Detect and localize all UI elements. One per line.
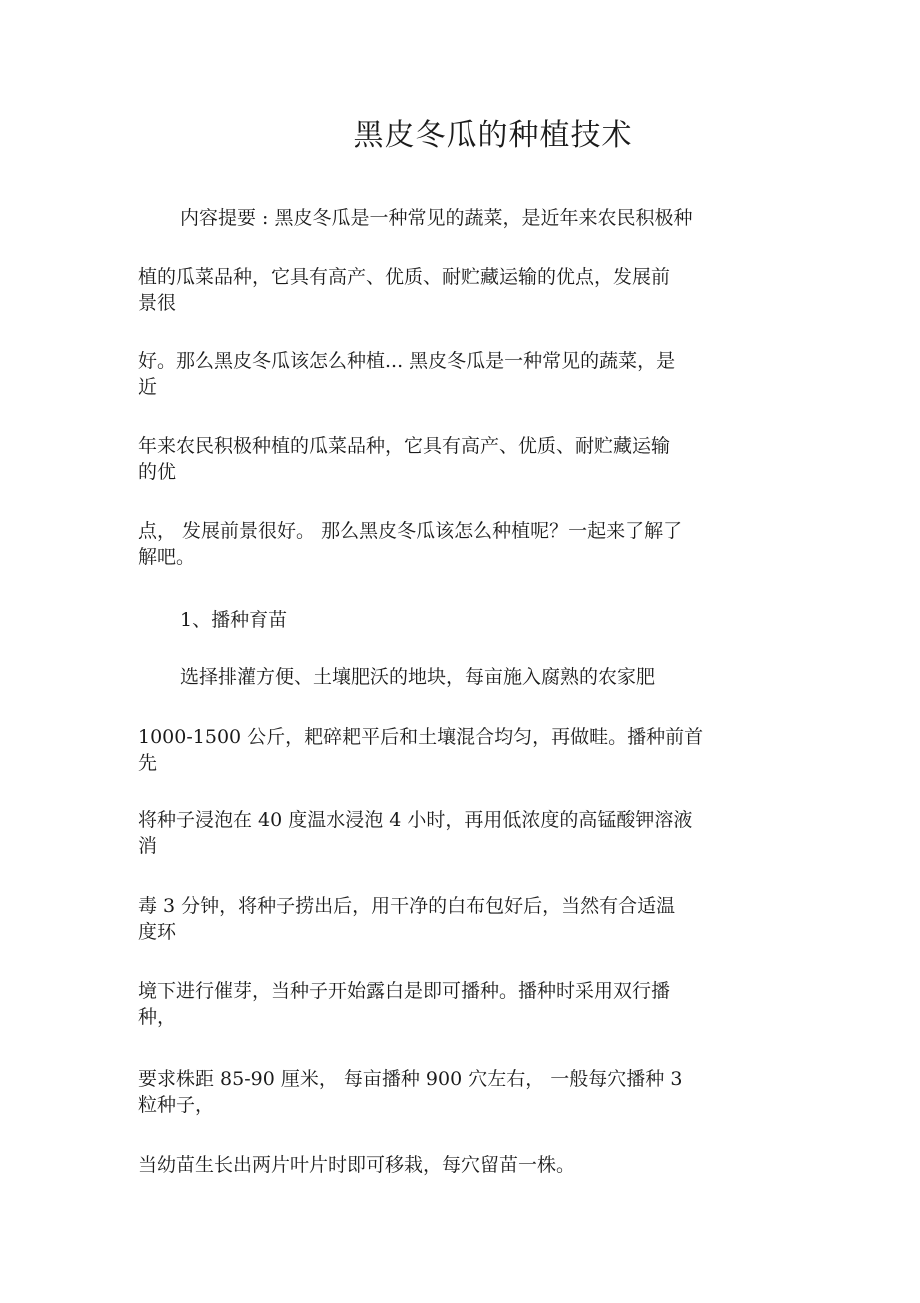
line-text: 要求株距 85-90 厘米， 每亩播种 900 穴左右， 一般每穴播种 3 — [138, 1068, 683, 1090]
line-text: 将种子浸泡在 40 度温水浸泡 4 小时，再用低浓度的高锰酸钾溶液 — [138, 809, 693, 831]
line-wrap-text: 先 — [138, 752, 158, 774]
line-text: 境下进行催芽，当种子开始露白是即可播种。播种时采用双行播 — [138, 980, 671, 1002]
line-text: 内容提要 : 黑皮冬瓜是一种常见的蔬菜，是近年来农民积极种 — [180, 207, 693, 229]
paragraph-line — [180, 664, 790, 690]
line-text: 毒 3 分钟，将种子捞出后，用干净的白布包好后，当然有合适温 — [138, 895, 676, 917]
section-heading — [180, 607, 790, 633]
paragraph-line — [180, 205, 790, 231]
line-text: 1、播种育苗 — [180, 609, 288, 631]
paragraph-line — [138, 264, 748, 316]
line-wrap-text: 种， — [138, 1006, 177, 1028]
line-wrap-text: 粒种子， — [138, 1094, 215, 1116]
document-title: 黑皮冬瓜的种植技术 — [353, 118, 633, 153]
line-wrap-text: 消 — [138, 835, 158, 857]
paragraph-line — [138, 724, 748, 776]
line-text: 选择排灌方便、土壤肥沃的地块，每亩施入腐熟的农家肥 — [180, 666, 656, 688]
paragraph-line — [138, 1152, 748, 1178]
line-wrap-text: 景很 — [138, 292, 177, 314]
paragraph-line — [138, 1066, 748, 1118]
line-wrap-text: 度环 — [138, 921, 177, 943]
line-wrap-text: 解吧。 — [138, 546, 196, 568]
line-text: 年来农民积极种植的瓜菜品种，它具有高产、优质、耐贮藏运输 — [138, 435, 671, 457]
paragraph-line — [138, 807, 748, 859]
line-text: 1000-1500 公斤，耙碎耙平后和土壤混合均匀，再做畦。播种前首 — [138, 726, 704, 748]
paragraph-line — [138, 518, 748, 570]
line-text: 好。那么黑皮冬瓜该怎么种植... 黑皮冬瓜是一种常见的蔬菜，是 — [138, 350, 676, 372]
paragraph-line — [138, 978, 748, 1030]
line-wrap-text: 近 — [138, 376, 158, 398]
paragraph-line — [138, 433, 748, 485]
line-text: 植的瓜菜品种，它具有高产、优质、耐贮藏运输的优点，发展前 — [138, 266, 671, 288]
line-text: 点， 发展前景很好。 那么黑皮冬瓜该怎么种植呢？一起来了解了 — [138, 520, 683, 542]
paragraph-line — [138, 893, 748, 945]
line-text: 当幼苗生长出两片叶片时即可移栽，每穴留苗一株。 — [138, 1154, 576, 1176]
paragraph-line — [138, 348, 748, 400]
line-wrap-text: 的优 — [138, 461, 177, 483]
